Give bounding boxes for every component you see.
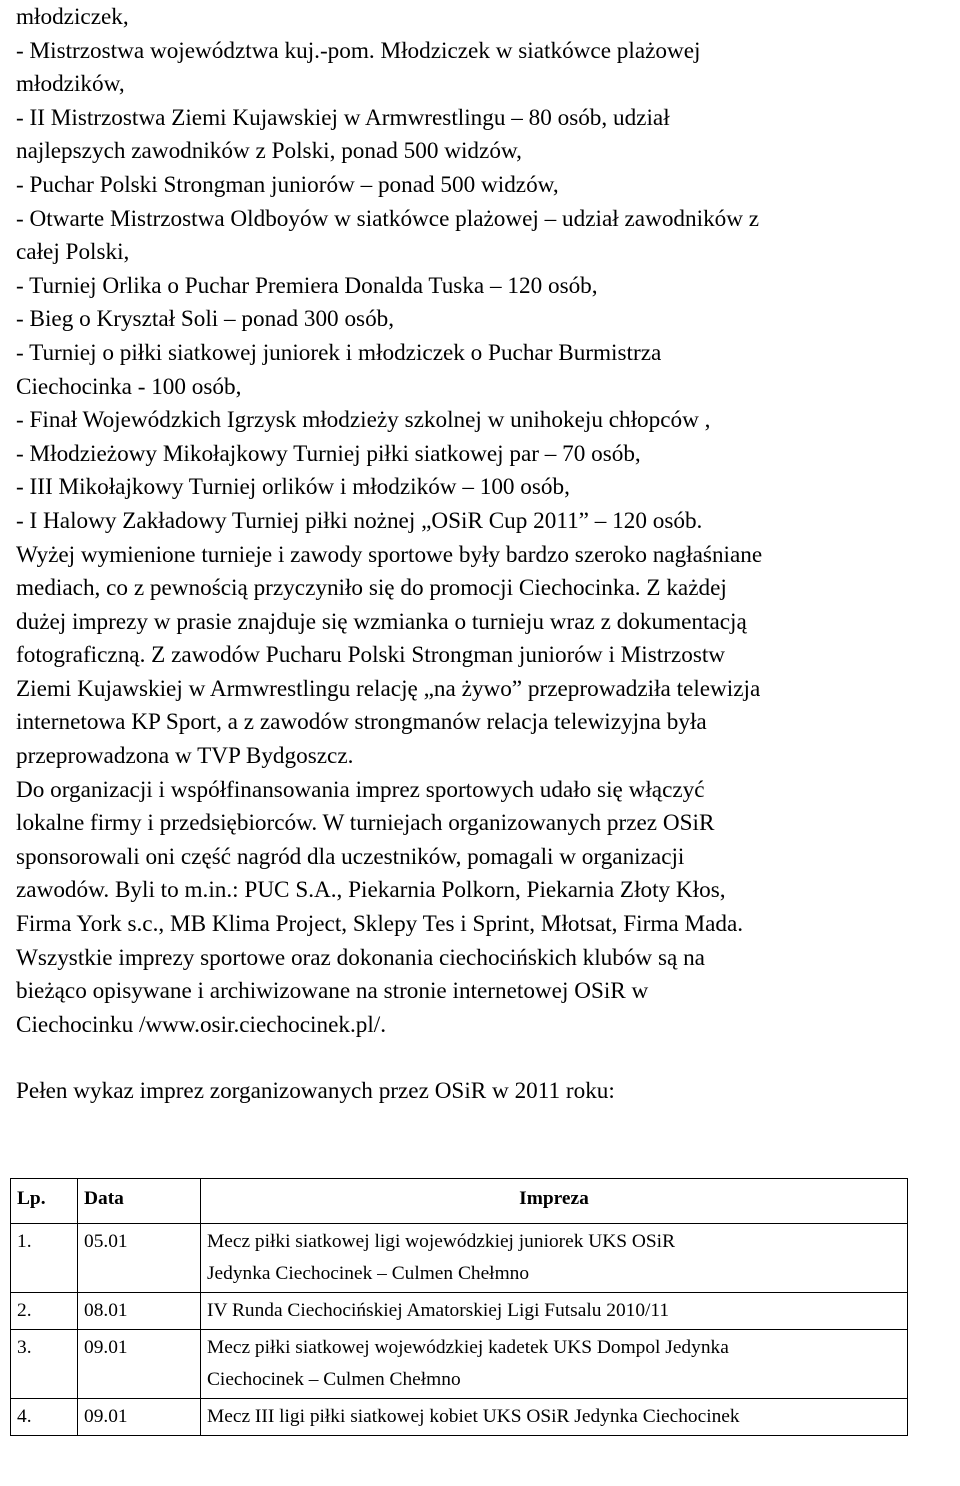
header-data: Data [78,1179,201,1224]
cell-lp: 4. [11,1399,78,1436]
cell-lp: 3. [11,1330,78,1399]
table-row [11,1224,908,1293]
text-line: całej Polski, [16,239,130,266]
text-line: fotograficzną. Z zawodów Pucharu Polski Strongman juniorów i Mistrzostw [16,642,726,669]
cell-impreza-line: Mecz III ligi piłki siatkowej kobiet UKS OSiR Jedynka Ciechocinek [207,1406,740,1427]
text-line: młodzików, [16,71,125,98]
text-line: Wszystkie imprezy sportowe oraz dokonania ciechocińskich klubów są na [16,944,705,971]
text-line: - Puchar Polski Strongman juniorów – ponad 500 widzów, [16,171,559,198]
cell-impreza-line: Jedynka Ciechocinek – Culmen Chełmno [207,1263,530,1284]
text-line: - III Mikołajkowy Turniej orlików i młodzików – 100 osób, [16,474,570,501]
text-line: Firma York s.c., MB Klima Project, Sklepy Tes i Sprint, Młotsat, Firma Mada. [16,911,744,938]
header-lp: Lp. [11,1179,78,1224]
table-header-row [11,1179,908,1224]
text-line: najlepszych zawodników z Polski, ponad 500 widzów, [16,138,522,165]
text-line: Ciechocinka - 100 osób, [16,373,242,400]
cell-impreza-line: IV Runda Ciechocińskiej Amatorskiej Ligi Futsalu 2010/11 [207,1300,670,1321]
text-line: przeprowadzona w TVP Bydgoszcz. [16,743,354,770]
text-line: - I Halowy Zakładowy Turniej piłki nożnej „OSiR Cup 2011” – 120 osób. [16,507,703,534]
text-line: - Młodzieżowy Mikołajkowy Turniej piłki siatkowej par – 70 osób, [16,440,641,467]
table-intro: Pełen wykaz imprez zorganizowanych przez OSiR w 2011 roku: [16,1078,615,1104]
cell-data: 09.01 [78,1399,201,1436]
text-line: Ciechocinku /www.osir.ciechocinek.pl/. [16,1011,387,1038]
text-line: mediach, co z pewnością przyczyniło się do promocji Ciechocinka. Z każdej [16,575,727,602]
table-row [11,1293,908,1330]
table-row [11,1399,908,1436]
text-line: - Turniej o piłki siatkowej juniorek i młodziczek o Puchar Burmistrza [16,339,662,366]
cell-impreza-line: Mecz piłki siatkowej wojewódzkiej kadetek UKS Dompol Jedynka [207,1337,729,1358]
text-line: - II Mistrzostwa Ziemi Kujawskiej w Armwrestlingu – 80 osób, udział [16,104,670,131]
cell-data: 09.01 [78,1330,201,1399]
cell-lp: 2. [11,1293,78,1330]
cell-lp: 1. [11,1224,78,1293]
body-text [16,1,956,1042]
cell-impreza-line: Ciechocinek – Culmen Chełmno [207,1369,461,1390]
text-line: Do organizacji i współfinansowania imprez sportowych udało się włączyć [16,776,705,803]
text-line: - Otwarte Mistrzostwa Oldboyów w siatkówce plażowej – udział zawodników z [16,205,760,232]
text-line: - Turniej Orlika o Puchar Premiera Donalda Tuska – 120 osób, [16,272,598,299]
text-line: - Mistrzostwa województwa kuj.-pom. Młodziczek w siatkówce plażowej [16,37,701,64]
cell-data: 08.01 [78,1293,201,1330]
text-line: internetowa KP Sport, a z zawodów strongmanów relacja telewizyjna była [16,709,707,736]
text-line: Ziemi Kujawskiej w Armwrestlingu relację „na żywo” przeprowadziła telewizja [16,675,761,702]
cell-impreza-line: Mecz piłki siatkowej ligi wojewódzkiej juniorek UKS OSiR [207,1231,676,1252]
text-line: sponsorowali oni część nagród dla uczestników, pomagali w organizacji [16,843,685,870]
table-row [11,1330,908,1399]
text-line: lokalne firmy i przedsiębiorców. W turniejach organizowanych przez OSiR [16,810,715,837]
text-line: młodziczek, [16,4,129,30]
text-line: dużej imprezy w prasie znajduje się wzmianka o turnieju wraz z dokumentacją [16,608,747,635]
text-line: Wyżej wymienione turnieje i zawody sportowe były bardzo szeroko nagłaśniane [16,541,763,568]
text-line: - Bieg o Kryształ Soli – ponad 300 osób, [16,306,395,333]
cell-impreza [201,1399,908,1436]
text-line: zawodów. Byli to m.in.: PUC S.A., Piekarnia Polkorn, Piekarnia Złoty Kłos, [16,877,726,904]
cell-impreza [201,1330,908,1399]
cell-data: 05.01 [78,1224,201,1293]
events-table [10,1178,908,1436]
cell-impreza [201,1224,908,1293]
text-line: - Finał Wojewódzkich Igrzysk młodzieży szkolnej w unihokeju chłopców , [16,407,711,434]
cell-impreza [201,1293,908,1330]
text-line: bieżąco opisywane i archiwizowane na stronie internetowej OSiR w [16,978,649,1005]
header-impreza: Impreza [201,1179,908,1224]
